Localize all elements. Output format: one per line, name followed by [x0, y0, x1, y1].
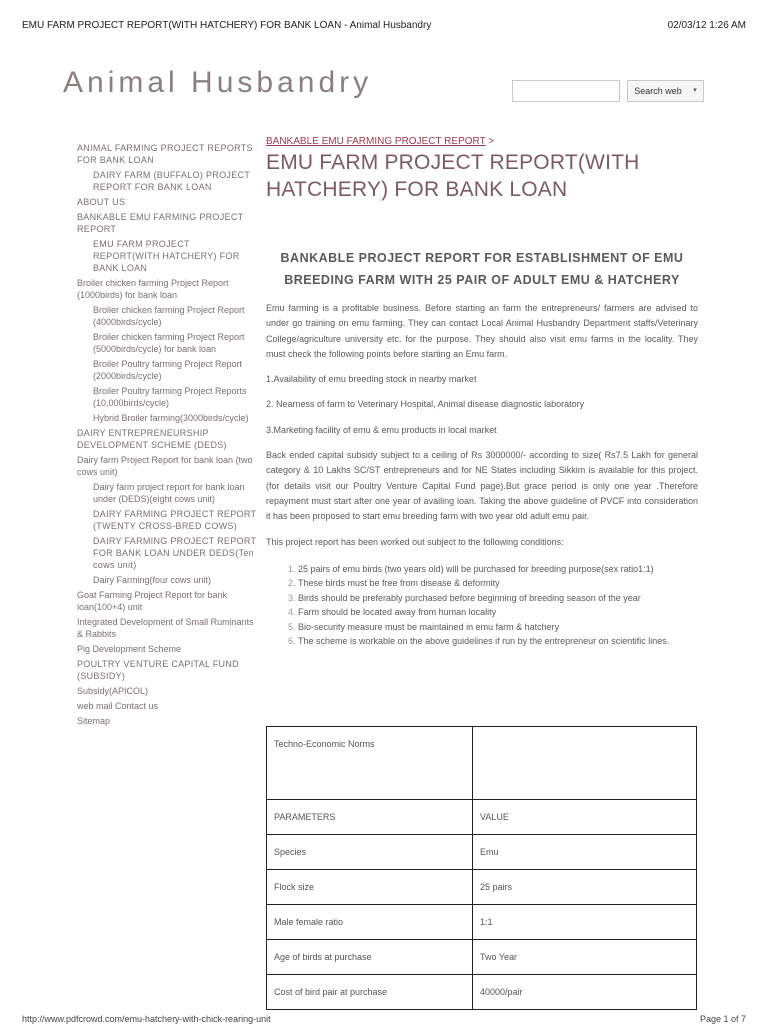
sidebar-nav — [77, 142, 257, 730]
intro-paragraph: Emu farming is a profitable business. Before starting an farm the entrepreneurs/ farmers are advised to under go training on emu farming. They can contact Local Animal Husbandry Department staffs/Veterinary College/agriculture university etc. for the purpose. They should also visit emu farms in the locality. They must check the following points before starting an Emu farm. — [266, 303, 698, 359]
sidebar-item[interactable]: Goat Farming Project Report for bank loan(100+4) unit — [77, 590, 228, 612]
point-2: 2. Nearness of farm to Veterinary Hospital, Animal disease diagnostic laboratory — [266, 399, 585, 410]
conditions-intro: This project report has been worked out subject to the following conditions: — [266, 536, 564, 547]
sidebar-item[interactable]: Pig Development Scheme — [77, 644, 182, 654]
breadcrumb — [266, 136, 698, 147]
table-cell: Two Year — [473, 940, 697, 975]
table-cell: Species — [267, 835, 473, 870]
sidebar-item[interactable]: Broiler Poultry farming Project Report (2000birds/cycle) — [93, 359, 243, 381]
sidebar-item[interactable]: ABOUT US — [77, 197, 126, 207]
sidebar-item[interactable]: Broiler chicken farming Project Report (5000birds/cycle) for bank loan — [93, 332, 245, 354]
sidebar-item[interactable]: DAIRY FARMING PROJECT REPORT (TWENTY CROSS-BRED COWS) — [93, 509, 257, 531]
sidebar-item[interactable]: Dairy farm project report for bank loan under (DEDS)(eight cows unit) — [93, 482, 245, 504]
sidebar-item[interactable]: DAIRY FARMING PROJECT REPORT FOR BANK LOAN UNDER DEDS(Ten cows unit) — [93, 536, 257, 570]
list-item: 1. 25 pairs of emu birds (two years old) will be purchased for breeding purpose(sex ratio1:1) — [298, 562, 698, 576]
conditions-list — [266, 562, 698, 649]
table-cell: 1:1 — [473, 905, 697, 940]
table-row — [267, 940, 697, 975]
page-title: EMU FARM PROJECT REPORT(WITH HATCHERY) FOR BANK LOAN — [266, 151, 640, 201]
point-3: 3.Marketing facility of emu & emu products in local market — [266, 424, 497, 435]
subsidy-paragraph: Back ended capital subsidy subject to a ceiling of Rs 3000000/- according to size( Rs7.5 Lakh for general category & 10 Lakhs SC/ST entrepreneurs and for NE States including Sikkim is available for this project. (for details visit our Poultry Venture Capital Fund page).But grace period is only one year .Therefore repayment must start after one year of availing loan. Taking the above guideline of PVCF into consideration it has been proposed to start emu breeding farm with two year old adult emu pair. — [266, 450, 698, 522]
sidebar-item[interactable]: EMU FARM PROJECT REPORT(WITH HATCHERY) FOR BANK LOAN — [93, 239, 240, 273]
sidebar-item[interactable]: Broiler chicken farming Project Report (1000birds) for bank loan — [77, 278, 229, 300]
print-footer — [22, 1014, 746, 1024]
table-cell: VALUE — [473, 800, 697, 835]
sidebar-item[interactable]: BANKABLE EMU FARMING PROJECT REPORT — [77, 212, 244, 234]
table-cell: Emu — [473, 835, 697, 870]
table-cell: Age of birds at purchase — [267, 940, 473, 975]
list-item: 3. Birds should be preferably purchased before beginning of breeding season of the year — [298, 591, 698, 605]
list-item: 2. These birds must be free from disease & deformity — [298, 576, 698, 590]
table-row — [267, 727, 697, 800]
print-footer-url: http://www.pdfcrowd.com/emu-hatchery-with-chick-rearing-unit — [22, 1014, 271, 1024]
print-header — [22, 20, 746, 34]
table-row — [267, 835, 697, 870]
table-cell: 40000/pair — [473, 975, 697, 1010]
techno-economic-norms-table — [266, 726, 697, 1010]
table-row — [267, 800, 697, 835]
list-item: 4. Farm should be located away from human locality — [298, 605, 698, 619]
breadcrumb-separator: > — [488, 136, 495, 147]
print-header-title: EMU FARM PROJECT REPORT(WITH HATCHERY) FOR BANK LOAN - Animal Husbandry — [22, 20, 432, 31]
sidebar-item[interactable]: Integrated Development of Small Ruminants & Rabbits — [77, 617, 254, 639]
table-row — [267, 870, 697, 905]
section-heading: BANKABLE PROJECT REPORT FOR ESTABLISHMENT OF EMU BREEDING FARM WITH 25 PAIR OF ADULT EMU & HATCHERY — [280, 251, 684, 287]
list-item: 6. The scheme is workable on the above guidelines if run by the entrepreneur on scientific lines. — [298, 634, 698, 648]
sidebar-item[interactable]: Subsidy(APICOL) — [77, 686, 149, 696]
table-cell: Techno-Economic Norms — [267, 727, 473, 800]
sidebar-item[interactable]: ANIMAL FARMING PROJECT REPORTS FOR BANK LOAN — [77, 143, 253, 165]
list-item: 5. Bio-security measure must be maintained in emu farm & hatchery — [298, 620, 698, 634]
main-content — [266, 136, 698, 649]
sidebar-item[interactable]: Dairy Farming(four cows unit) — [93, 575, 212, 585]
sidebar-item[interactable]: DAIRY ENTREPRENEURSHIP DEVELOPMENT SCHEME (DEDS) — [77, 428, 227, 450]
sidebar-item[interactable]: Hybrid Broiler farming(3000birds/cycle) — [93, 413, 249, 423]
search-bar — [512, 80, 704, 102]
table-cell: Cost of bird pair at purchase — [267, 975, 473, 1010]
sidebar-item[interactable]: Dairy farm Project Report for bank loan (two cows unit) — [77, 455, 253, 477]
sidebar-item[interactable]: web mail Contact us — [77, 701, 159, 711]
print-footer-page: Page 1 of 7 — [699, 1014, 746, 1024]
search-input[interactable] — [512, 80, 620, 102]
sidebar-item[interactable]: Broiler Poultry farming Project Reports (10,000birds/cycle) — [93, 386, 247, 408]
breadcrumb-link[interactable]: BANKABLE EMU FARMING PROJECT REPORT — [266, 136, 486, 147]
table-cell — [473, 727, 697, 800]
chevron-down-icon[interactable]: ▾ — [687, 80, 704, 102]
search-web-button[interactable]: Search web — [627, 80, 689, 102]
sidebar-item[interactable]: Broiler chicken farming Project Report (4000birds/cycle) — [93, 305, 245, 327]
table-row — [267, 975, 697, 1010]
sidebar-item[interactable]: Sitemap — [77, 716, 111, 726]
table-cell: PARAMETERS — [267, 800, 473, 835]
sidebar-item[interactable]: POULTRY VENTURE CAPITAL FUND (SUBSIDY) — [77, 659, 239, 681]
table-cell: 25 pairs — [473, 870, 697, 905]
point-1: 1.Availability of emu breeding stock in nearby market — [266, 374, 477, 385]
table-row — [267, 905, 697, 940]
table-cell: Male female ratio — [267, 905, 473, 940]
table-cell: Flock size — [267, 870, 473, 905]
site-title[interactable]: Animal Husbandry — [63, 66, 373, 99]
sidebar-item[interactable]: DAIRY FARM (BUFFALO) PROJECT REPORT FOR BANK LOAN — [93, 170, 250, 192]
print-header-timestamp: 02/03/12 1:26 AM — [667, 20, 746, 31]
